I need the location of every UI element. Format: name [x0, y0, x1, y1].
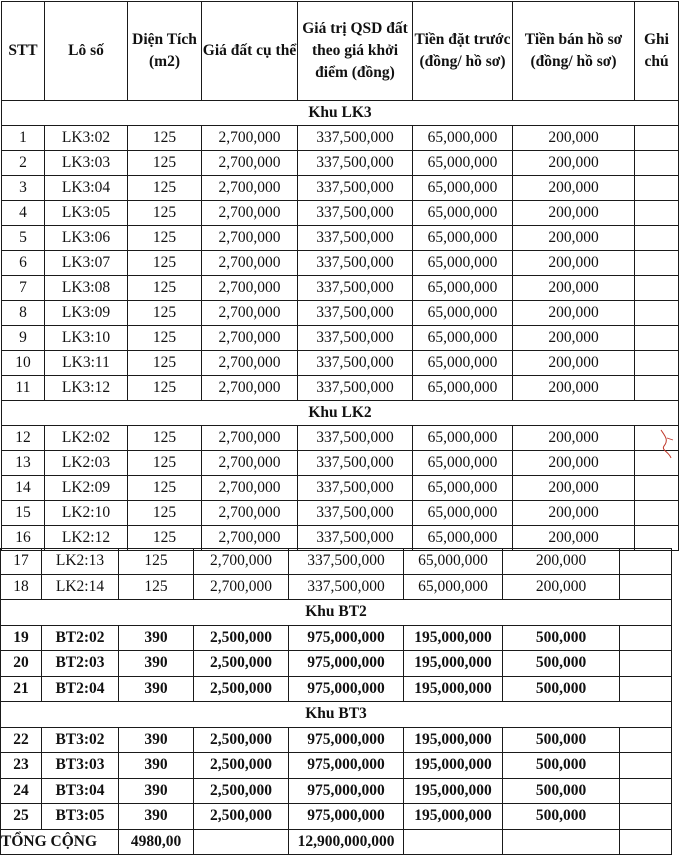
table-row [1, 549, 672, 575]
cell-lot: LK2:03 [45, 451, 128, 476]
cell-area: 125 [128, 301, 202, 326]
table-row [2, 126, 679, 151]
cell-note [620, 676, 672, 702]
cell-fee: 200,000 [513, 451, 635, 476]
cell-lot: BT3:05 [42, 804, 119, 830]
cell-value: 975,000,000 [289, 651, 404, 677]
cell-lot: LK3:06 [45, 226, 128, 251]
cell-note [635, 276, 679, 301]
cell-lot: LK3:05 [45, 201, 128, 226]
cell-area: 125 [128, 501, 202, 526]
cell-value: 337,500,000 [298, 276, 413, 301]
cell-area: 125 [119, 574, 194, 600]
table-row [2, 326, 679, 351]
cell-lot: LK3:11 [45, 351, 128, 376]
cell-lot: LK3:08 [45, 276, 128, 301]
cell-stt: 5 [2, 226, 45, 251]
cell-stt: 25 [1, 804, 42, 830]
cell-value: 337,500,000 [298, 301, 413, 326]
cell-value: 337,500,000 [298, 526, 413, 551]
cell-value: 975,000,000 [289, 778, 404, 804]
cell-lot: LK3:07 [45, 251, 128, 276]
cell-note [620, 804, 672, 830]
table-row [1, 804, 672, 830]
table-row [2, 351, 679, 376]
table-row [2, 376, 679, 401]
cell-area: 125 [128, 276, 202, 301]
cell-price: 2,700,000 [202, 126, 298, 151]
cell-stt: 12 [2, 426, 45, 451]
section-title: Khu LK3 [2, 101, 679, 126]
cell-stt: 23 [1, 753, 42, 779]
total-value: 12,900,000,000 [289, 829, 404, 855]
cell-deposit: 65,000,000 [413, 451, 513, 476]
total-deposit-empty [404, 829, 503, 855]
cell-value: 337,500,000 [298, 376, 413, 401]
cell-lot: LK2:13 [42, 549, 119, 575]
cell-value: 337,500,000 [298, 326, 413, 351]
cell-area: 125 [128, 251, 202, 276]
cell-stt: 9 [2, 326, 45, 351]
cell-deposit: 195,000,000 [404, 625, 503, 651]
cell-note [620, 574, 672, 600]
cell-value: 337,500,000 [298, 226, 413, 251]
cell-value: 975,000,000 [289, 676, 404, 702]
cell-price: 2,700,000 [202, 326, 298, 351]
section-title: Khu LK2 [2, 401, 679, 426]
cell-lot: LK3:10 [45, 326, 128, 351]
cell-price: 2,500,000 [194, 778, 289, 804]
cell-fee: 200,000 [513, 201, 635, 226]
cell-stt: 2 [2, 151, 45, 176]
cell-deposit: 195,000,000 [404, 753, 503, 779]
cell-stt: 11 [2, 376, 45, 401]
cell-fee: 200,000 [513, 276, 635, 301]
cell-lot: BT2:04 [42, 676, 119, 702]
cell-area: 125 [128, 176, 202, 201]
cell-price: 2,700,000 [202, 426, 298, 451]
cell-stt: 10 [2, 351, 45, 376]
table-row [2, 176, 679, 201]
cell-fee: 200,000 [513, 426, 635, 451]
cell-fee: 200,000 [513, 501, 635, 526]
cell-note [620, 778, 672, 804]
cell-fee: 500,000 [503, 778, 620, 804]
table-row [1, 676, 672, 702]
cell-lot: LK2:14 [42, 574, 119, 600]
table-row [1, 574, 672, 600]
cell-price: 2,700,000 [202, 376, 298, 401]
cell-area: 125 [128, 376, 202, 401]
cell-note [635, 201, 679, 226]
cell-lot: LK3:04 [45, 176, 128, 201]
cell-deposit: 65,000,000 [413, 326, 513, 351]
table-row [2, 276, 679, 301]
cell-price: 2,500,000 [194, 753, 289, 779]
cell-value: 337,500,000 [298, 126, 413, 151]
cell-price: 2,700,000 [202, 301, 298, 326]
table-row [2, 476, 679, 501]
cell-value: 975,000,000 [289, 804, 404, 830]
table-row [2, 226, 679, 251]
total-fee-empty [503, 829, 620, 855]
cell-area: 390 [119, 651, 194, 677]
cell-value: 337,500,000 [289, 549, 404, 575]
cell-note [635, 251, 679, 276]
cell-price: 2,700,000 [202, 476, 298, 501]
cell-fee: 200,000 [513, 476, 635, 501]
cell-stt: 6 [2, 251, 45, 276]
cell-note [635, 376, 679, 401]
cell-fee: 200,000 [513, 176, 635, 201]
cell-area: 125 [128, 351, 202, 376]
header-area: Diện Tích (m2) [128, 2, 202, 101]
cell-price: 2,700,000 [202, 351, 298, 376]
cell-lot: BT2:03 [42, 651, 119, 677]
cell-lot: LK2:10 [45, 501, 128, 526]
cell-area: 125 [128, 201, 202, 226]
cell-note [620, 651, 672, 677]
cell-fee: 200,000 [503, 549, 620, 575]
cell-area: 390 [119, 676, 194, 702]
cell-note [635, 476, 679, 501]
cell-deposit: 195,000,000 [404, 676, 503, 702]
cell-stt: 24 [1, 778, 42, 804]
cell-note [620, 727, 672, 753]
total-note-empty [620, 829, 672, 855]
cell-stt: 13 [2, 451, 45, 476]
cell-stt: 19 [1, 625, 42, 651]
cell-price: 2,500,000 [194, 651, 289, 677]
header-stt: STT [2, 2, 45, 101]
cell-value: 975,000,000 [289, 727, 404, 753]
cell-lot: LK3:03 [45, 151, 128, 176]
cell-note [635, 526, 679, 551]
cell-stt: 14 [2, 476, 45, 501]
section-row [2, 401, 679, 426]
cell-price: 2,700,000 [202, 526, 298, 551]
cell-value: 975,000,000 [289, 753, 404, 779]
total-label: TỔNG CỘNG [1, 829, 119, 855]
cell-deposit: 65,000,000 [413, 526, 513, 551]
table-row [2, 151, 679, 176]
cell-area: 390 [119, 753, 194, 779]
cell-deposit: 65,000,000 [413, 151, 513, 176]
cell-deposit: 195,000,000 [404, 651, 503, 677]
cell-value: 337,500,000 [298, 351, 413, 376]
cell-value: 337,500,000 [298, 201, 413, 226]
cell-price: 2,700,000 [202, 226, 298, 251]
table-row [1, 727, 672, 753]
cell-stt: 16 [2, 526, 45, 551]
cell-value: 337,500,000 [289, 574, 404, 600]
table-row [2, 526, 679, 551]
cell-deposit: 195,000,000 [404, 727, 503, 753]
cell-price: 2,500,000 [194, 727, 289, 753]
table-row [2, 451, 679, 476]
cell-area: 125 [119, 549, 194, 575]
cell-note [635, 351, 679, 376]
cell-value: 337,500,000 [298, 151, 413, 176]
cell-area: 125 [128, 126, 202, 151]
cell-stt: 20 [1, 651, 42, 677]
cell-value: 337,500,000 [298, 251, 413, 276]
cell-stt: 3 [2, 176, 45, 201]
cell-fee: 200,000 [513, 126, 635, 151]
cell-fee: 200,000 [513, 351, 635, 376]
cell-value: 337,500,000 [298, 426, 413, 451]
section-title: Khu BT3 [1, 702, 672, 728]
cell-area: 390 [119, 778, 194, 804]
header-note: Ghi chú [635, 2, 679, 101]
cell-fee: 200,000 [513, 151, 635, 176]
cell-fee: 200,000 [513, 251, 635, 276]
cell-value: 337,500,000 [298, 451, 413, 476]
cell-stt: 15 [2, 501, 45, 526]
cell-value: 337,500,000 [298, 476, 413, 501]
cell-fee: 500,000 [503, 753, 620, 779]
cell-lot: LK3:12 [45, 376, 128, 401]
cell-fee: 200,000 [513, 326, 635, 351]
table-row [1, 625, 672, 651]
header-fee: Tiền bán hồ sơ (đồng/ hồ sơ) [513, 2, 635, 101]
cell-deposit: 65,000,000 [413, 351, 513, 376]
table-row [1, 753, 672, 779]
cell-stt: 18 [1, 574, 42, 600]
cell-deposit: 65,000,000 [413, 426, 513, 451]
section-row [1, 600, 672, 626]
cell-lot: BT3:04 [42, 778, 119, 804]
table-row [2, 501, 679, 526]
cell-price: 2,700,000 [202, 151, 298, 176]
total-area: 4980,00 [119, 829, 194, 855]
cell-fee: 500,000 [503, 651, 620, 677]
total-row [1, 829, 672, 855]
header-price: Giá đất cụ thể [202, 2, 298, 101]
cell-area: 125 [128, 476, 202, 501]
cell-fee: 500,000 [503, 727, 620, 753]
cell-price: 2,700,000 [194, 574, 289, 600]
cell-stt: 8 [2, 301, 45, 326]
cell-fee: 200,000 [503, 574, 620, 600]
cell-stt: 4 [2, 201, 45, 226]
table-row [2, 251, 679, 276]
table-row [2, 201, 679, 226]
table-row [2, 426, 679, 451]
cell-lot: BT3:03 [42, 753, 119, 779]
cell-note [635, 226, 679, 251]
table-row [1, 651, 672, 677]
cell-fee: 500,000 [503, 625, 620, 651]
cell-deposit: 65,000,000 [413, 301, 513, 326]
table-row [2, 301, 679, 326]
cell-lot: LK2:12 [45, 526, 128, 551]
cell-price: 2,700,000 [202, 276, 298, 301]
cell-stt: 17 [1, 549, 42, 575]
cell-stt: 7 [2, 276, 45, 301]
cell-note [620, 753, 672, 779]
cell-stt: 22 [1, 727, 42, 753]
cell-deposit: 65,000,000 [413, 226, 513, 251]
cell-price: 2,700,000 [202, 176, 298, 201]
section-row [2, 101, 679, 126]
cell-stt: 21 [1, 676, 42, 702]
cell-lot: LK2:09 [45, 476, 128, 501]
table-row [1, 778, 672, 804]
cell-price: 2,500,000 [194, 676, 289, 702]
cell-price: 2,500,000 [194, 625, 289, 651]
cell-stt: 1 [2, 126, 45, 151]
header-value: Giá trị QSD đất theo giá khởi điểm (đồng) [298, 2, 413, 101]
cell-price: 2,700,000 [202, 501, 298, 526]
cell-value: 337,500,000 [298, 501, 413, 526]
cell-lot: BT3:02 [42, 727, 119, 753]
cell-area: 125 [128, 451, 202, 476]
cell-deposit: 65,000,000 [413, 376, 513, 401]
cell-note [635, 126, 679, 151]
cell-area: 390 [119, 625, 194, 651]
cell-deposit: 65,000,000 [413, 176, 513, 201]
cell-value: 337,500,000 [298, 176, 413, 201]
cell-note [635, 151, 679, 176]
cell-area: 125 [128, 526, 202, 551]
cell-fee: 200,000 [513, 226, 635, 251]
cell-price: 2,700,000 [202, 251, 298, 276]
cell-value: 975,000,000 [289, 625, 404, 651]
cell-price: 2,500,000 [194, 804, 289, 830]
section-title: Khu BT2 [1, 600, 672, 626]
cell-deposit: 65,000,000 [413, 251, 513, 276]
total-price-empty [194, 829, 289, 855]
cell-fee: 200,000 [513, 301, 635, 326]
cell-deposit: 65,000,000 [413, 126, 513, 151]
cell-note [635, 501, 679, 526]
cell-area: 125 [128, 226, 202, 251]
cell-lot: LK3:09 [45, 301, 128, 326]
cell-deposit: 65,000,000 [404, 549, 503, 575]
cell-deposit: 65,000,000 [413, 201, 513, 226]
cell-deposit: 195,000,000 [404, 804, 503, 830]
cell-area: 125 [128, 151, 202, 176]
cell-note [635, 301, 679, 326]
cell-deposit: 65,000,000 [413, 276, 513, 301]
cell-fee: 500,000 [503, 804, 620, 830]
header-row [2, 2, 679, 101]
upper-table [1, 1, 679, 551]
pen-mark [655, 428, 677, 462]
cell-lot: LK2:02 [45, 426, 128, 451]
cell-note [620, 625, 672, 651]
cell-note [635, 326, 679, 351]
cell-price: 2,700,000 [194, 549, 289, 575]
cell-note [620, 549, 672, 575]
cell-lot: BT2:02 [42, 625, 119, 651]
cell-deposit: 195,000,000 [404, 778, 503, 804]
cell-price: 2,700,000 [202, 451, 298, 476]
header-lot: Lô số [45, 2, 128, 101]
cell-area: 390 [119, 727, 194, 753]
cell-deposit: 65,000,000 [413, 501, 513, 526]
cell-area: 125 [128, 326, 202, 351]
cell-price: 2,700,000 [202, 201, 298, 226]
cell-lot: LK3:02 [45, 126, 128, 151]
cell-deposit: 65,000,000 [413, 476, 513, 501]
cell-note [635, 176, 679, 201]
cell-fee: 500,000 [503, 676, 620, 702]
cell-area: 125 [128, 426, 202, 451]
cell-area: 390 [119, 804, 194, 830]
section-row [1, 702, 672, 728]
lower-table [0, 548, 672, 855]
cell-fee: 200,000 [513, 376, 635, 401]
cell-deposit: 65,000,000 [404, 574, 503, 600]
header-deposit: Tiền đặt trước (đồng/ hồ sơ) [413, 2, 513, 101]
cell-fee: 200,000 [513, 526, 635, 551]
